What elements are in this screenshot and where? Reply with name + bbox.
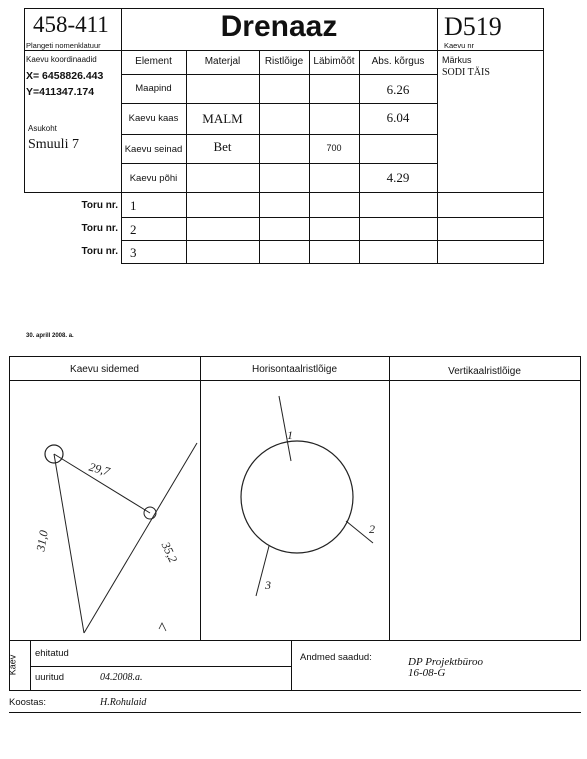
built-label: ehitatud — [35, 648, 69, 659]
row-abs-height: 6.04 — [386, 110, 410, 125]
panel-title: Vertikaalristlõige — [448, 366, 521, 377]
pipe-marker: 1 — [287, 428, 293, 442]
data-from-label: Andmed saadud: — [300, 652, 372, 663]
well-outline-circle — [241, 441, 353, 553]
horizontal-section-sketch — [201, 381, 389, 640]
row-material: MALM — [202, 111, 243, 126]
compiled-label: Koostas: — [9, 697, 46, 708]
pipe-label: Toru nr. — [81, 200, 118, 211]
compiled-value: H.Rohulaid — [100, 697, 147, 708]
surveyed-label: uuritud — [35, 672, 65, 683]
location-value: Smuuli 7 — [28, 137, 79, 152]
row-element: Kaevu seinad — [124, 144, 183, 155]
well-ties-sketch — [9, 381, 200, 640]
distance-label: 29,7 — [87, 459, 112, 479]
distance-label: 31,0 — [33, 529, 51, 553]
distance-label: 35,2 — [158, 539, 181, 565]
pipe-number: 3 — [130, 245, 137, 260]
map-number-caption: Plangeti nomenklatuur — [26, 41, 101, 50]
pipe-label: Toru nr. — [81, 223, 118, 234]
remarks-caption: Märkus — [442, 55, 472, 65]
document-title: Drenaaz — [220, 10, 338, 43]
row-element: Maapind — [135, 83, 172, 94]
location-caption: Asukoht — [28, 124, 57, 133]
well-id: D519 — [444, 12, 502, 41]
col-abs-height: Abs. kõrgus — [371, 56, 425, 67]
date-stamp: 30. aprill 2008. a. — [26, 333, 74, 339]
pipe-marker: 3 — [265, 578, 271, 592]
coordinate-y: Y=411347.174 — [26, 86, 95, 98]
col-cross-section: Ristlõige — [264, 56, 304, 67]
row-diameter: 700 — [326, 143, 342, 153]
remarks-value: SODI TÄIS — [442, 67, 490, 78]
pipe-label: Toru nr. — [81, 246, 118, 257]
side-label: Kaev — [7, 654, 18, 676]
data-from-value: DP Projektbüroo — [408, 656, 484, 668]
pipe-number: 2 — [130, 222, 137, 237]
data-from-value: 16-08-G — [408, 667, 446, 679]
col-element: Element — [135, 56, 172, 67]
panel-title: Kaevu sidemed — [70, 364, 139, 375]
col-diameter: Läbimõõt — [313, 56, 355, 67]
well-id-caption: Kaevu nr — [444, 41, 475, 50]
row-abs-height: 6.26 — [386, 82, 410, 97]
surveyed-value: 04.2008.a. — [100, 672, 143, 683]
pipe-marker: 2 — [369, 522, 375, 536]
panel-title: Horisontaalristlõige — [251, 364, 338, 375]
coordinate-x: X= 6458826.443 — [26, 70, 104, 82]
row-element: Kaevu põhi — [129, 173, 178, 184]
row-element: Kaevu kaas — [128, 113, 179, 124]
col-material: Materjal — [204, 56, 241, 67]
pipe-number: 1 — [130, 198, 137, 213]
row-abs-height: 4.29 — [386, 170, 410, 185]
row-material: Bet — [213, 139, 232, 154]
coordinates-caption: Kaevu koordinaadid — [26, 55, 97, 64]
map-number: 458-411 — [33, 12, 109, 37]
